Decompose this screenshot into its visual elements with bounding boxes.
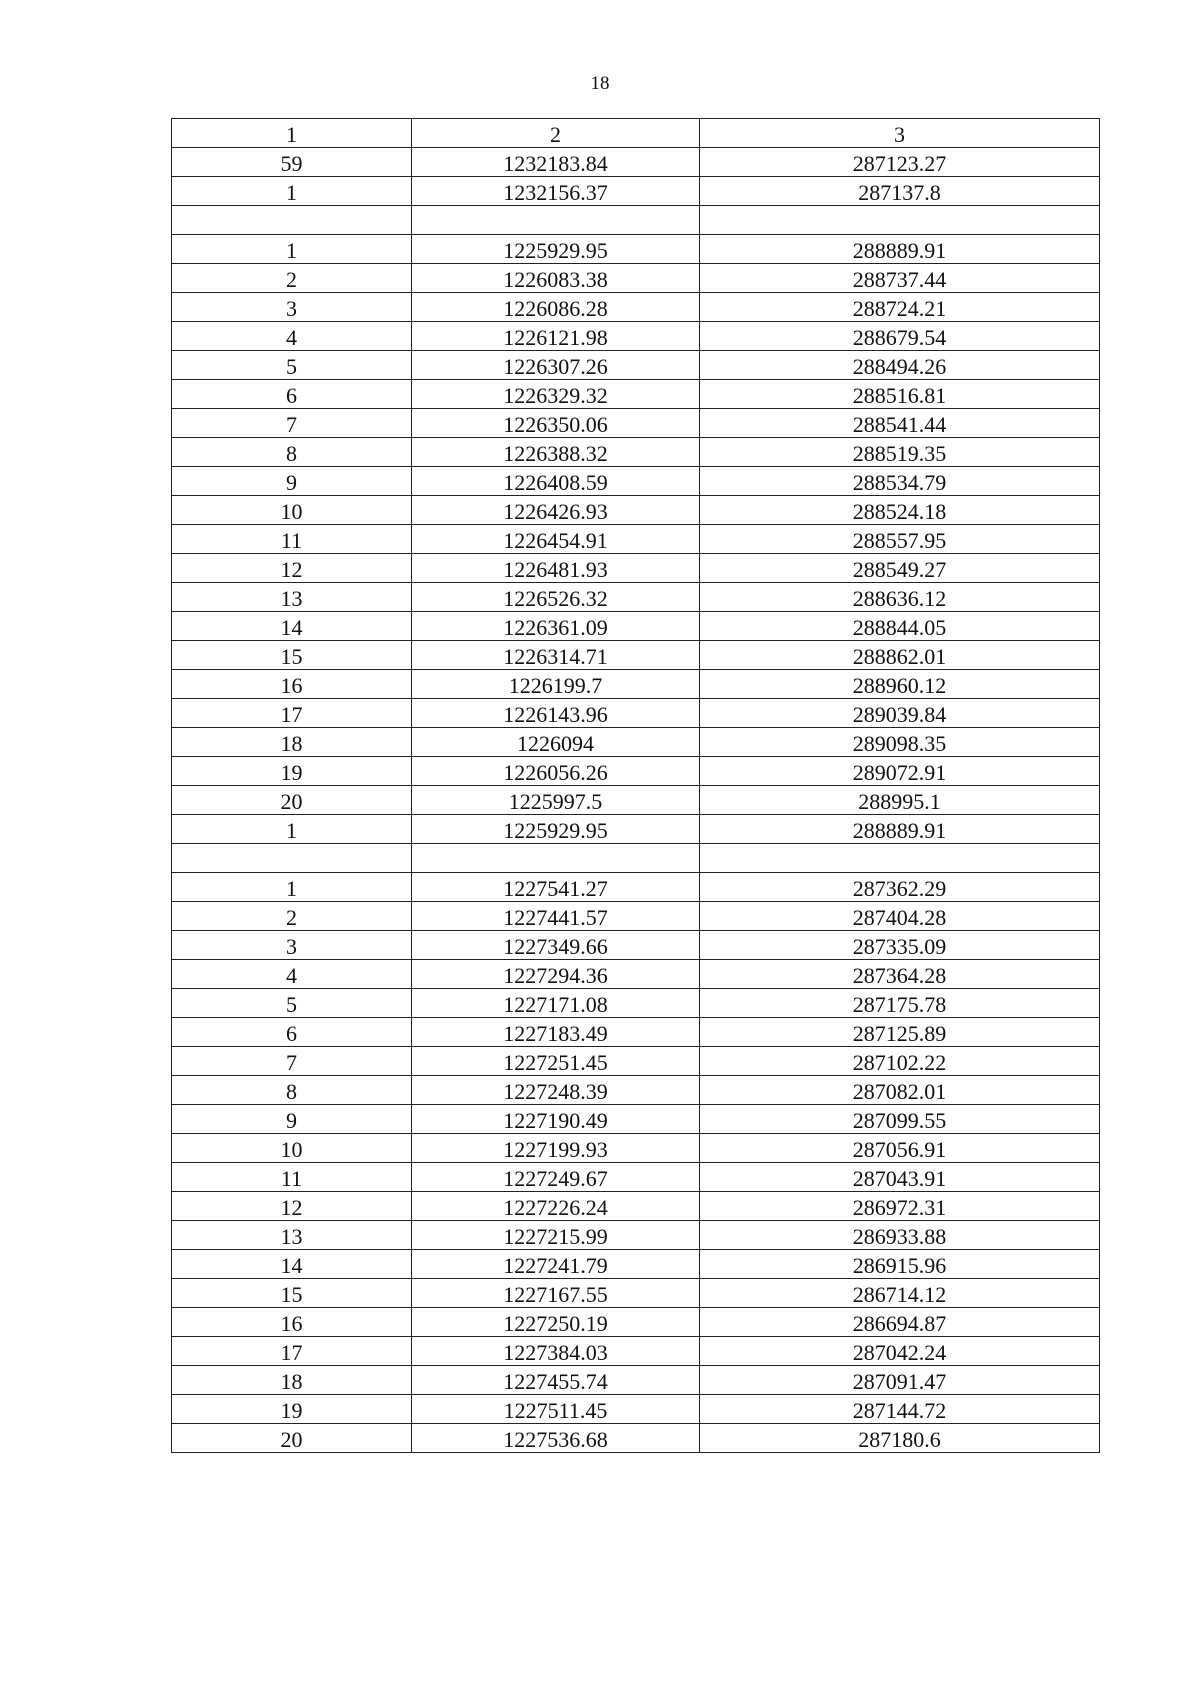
- cell-point-number: 3: [172, 931, 412, 960]
- cell-x-coordinate: 1227171.08: [412, 989, 700, 1018]
- cell-point-number: 18: [172, 728, 412, 757]
- cell-x-coordinate: 1226143.96: [412, 699, 700, 728]
- table-row: [172, 177, 1100, 206]
- cell-y-coordinate: 288519.35: [700, 438, 1100, 467]
- table-row: [172, 1424, 1100, 1453]
- cell-x-coordinate: 1227251.45: [412, 1047, 700, 1076]
- cell-x-coordinate: 1232183.84: [412, 148, 700, 177]
- table-row: [172, 1047, 1100, 1076]
- cell-x-coordinate: 1225929.95: [412, 235, 700, 264]
- cell-x-coordinate: 1226426.93: [412, 496, 700, 525]
- cell-x-coordinate: 1227441.57: [412, 902, 700, 931]
- cell-y-coordinate: 287123.27: [700, 148, 1100, 177]
- cell-x-coordinate: 1227226.24: [412, 1192, 700, 1221]
- table-row: [172, 148, 1100, 177]
- cell-x-coordinate: [412, 206, 700, 235]
- cell-y-coordinate: 287056.91: [700, 1134, 1100, 1163]
- cell-y-coordinate: 288534.79: [700, 467, 1100, 496]
- cell-y-coordinate: 287043.91: [700, 1163, 1100, 1192]
- cell-point-number: 8: [172, 1076, 412, 1105]
- cell-point-number: 20: [172, 786, 412, 815]
- table-row: [172, 728, 1100, 757]
- cell-y-coordinate: 288889.91: [700, 235, 1100, 264]
- cell-y-coordinate: 288549.27: [700, 554, 1100, 583]
- cell-x-coordinate: 1225929.95: [412, 815, 700, 844]
- cell-x-coordinate: 1227541.27: [412, 873, 700, 902]
- header-cell-point-number: 1: [172, 119, 412, 148]
- cell-point-number: 20: [172, 1424, 412, 1453]
- cell-point-number: 7: [172, 1047, 412, 1076]
- table-row: [172, 438, 1100, 467]
- cell-point-number: 1: [172, 235, 412, 264]
- cell-y-coordinate: 287144.72: [700, 1395, 1100, 1424]
- cell-point-number: 9: [172, 467, 412, 496]
- cell-x-coordinate: [412, 844, 700, 873]
- cell-x-coordinate: 1225997.5: [412, 786, 700, 815]
- cell-point-number: 13: [172, 1221, 412, 1250]
- cell-y-coordinate: 288679.54: [700, 322, 1100, 351]
- cell-y-coordinate: 288960.12: [700, 670, 1100, 699]
- table-row: [172, 1337, 1100, 1366]
- cell-x-coordinate: 1227241.79: [412, 1250, 700, 1279]
- cell-point-number: 15: [172, 641, 412, 670]
- cell-point-number: 4: [172, 322, 412, 351]
- table-row: [172, 525, 1100, 554]
- cell-x-coordinate: 1227199.93: [412, 1134, 700, 1163]
- cell-y-coordinate: 288889.91: [700, 815, 1100, 844]
- cell-y-coordinate: 286972.31: [700, 1192, 1100, 1221]
- cell-x-coordinate: 1227183.49: [412, 1018, 700, 1047]
- table-row: [172, 1163, 1100, 1192]
- cell-point-number: 12: [172, 1192, 412, 1221]
- cell-y-coordinate: 289072.91: [700, 757, 1100, 786]
- cell-x-coordinate: 1227167.55: [412, 1279, 700, 1308]
- cell-point-number: 8: [172, 438, 412, 467]
- cell-y-coordinate: 286694.87: [700, 1308, 1100, 1337]
- table-row: [172, 931, 1100, 960]
- cell-x-coordinate: 1226454.91: [412, 525, 700, 554]
- cell-point-number: 13: [172, 583, 412, 612]
- cell-point-number: 5: [172, 989, 412, 1018]
- header-cell-x: 2: [412, 119, 700, 148]
- cell-y-coordinate: [700, 206, 1100, 235]
- table-row: [172, 206, 1100, 235]
- cell-y-coordinate: 288557.95: [700, 525, 1100, 554]
- cell-x-coordinate: 1227294.36: [412, 960, 700, 989]
- cell-point-number: 59: [172, 148, 412, 177]
- table-row: [172, 1279, 1100, 1308]
- cell-point-number: 6: [172, 380, 412, 409]
- cell-x-coordinate: 1227349.66: [412, 931, 700, 960]
- cell-y-coordinate: 288844.05: [700, 612, 1100, 641]
- table-row: [172, 1221, 1100, 1250]
- table-row: [172, 1192, 1100, 1221]
- table-row: [172, 670, 1100, 699]
- cell-point-number: 14: [172, 612, 412, 641]
- table-row: [172, 786, 1100, 815]
- cell-x-coordinate: 1227511.45: [412, 1395, 700, 1424]
- cell-x-coordinate: 1226329.32: [412, 380, 700, 409]
- cell-x-coordinate: 1226086.28: [412, 293, 700, 322]
- cell-x-coordinate: 1227215.99: [412, 1221, 700, 1250]
- cell-point-number: 16: [172, 1308, 412, 1337]
- table-row: [172, 815, 1100, 844]
- cell-point-number: 19: [172, 757, 412, 786]
- cell-point-number: [172, 206, 412, 235]
- page-number: 18: [590, 73, 610, 94]
- cell-x-coordinate: 1226314.71: [412, 641, 700, 670]
- cell-y-coordinate: 287137.8: [700, 177, 1100, 206]
- cell-x-coordinate: 1226350.06: [412, 409, 700, 438]
- table-row: [172, 873, 1100, 902]
- cell-x-coordinate: 1227536.68: [412, 1424, 700, 1453]
- cell-point-number: 5: [172, 351, 412, 380]
- table-body: [172, 148, 1100, 1453]
- cell-point-number: 7: [172, 409, 412, 438]
- cell-y-coordinate: 287091.47: [700, 1366, 1100, 1395]
- table-row: [172, 1308, 1100, 1337]
- cell-point-number: 1: [172, 815, 412, 844]
- cell-point-number: 17: [172, 1337, 412, 1366]
- cell-x-coordinate: 1227190.49: [412, 1105, 700, 1134]
- cell-y-coordinate: 287082.01: [700, 1076, 1100, 1105]
- table-row: [172, 496, 1100, 525]
- cell-x-coordinate: 1227248.39: [412, 1076, 700, 1105]
- cell-x-coordinate: 1226361.09: [412, 612, 700, 641]
- cell-x-coordinate: 1226083.38: [412, 264, 700, 293]
- cell-point-number: 14: [172, 1250, 412, 1279]
- cell-y-coordinate: 288541.44: [700, 409, 1100, 438]
- cell-point-number: 19: [172, 1395, 412, 1424]
- cell-x-coordinate: 1226408.59: [412, 467, 700, 496]
- cell-y-coordinate: 286714.12: [700, 1279, 1100, 1308]
- table-row: [172, 1250, 1100, 1279]
- cell-y-coordinate: 287042.24: [700, 1337, 1100, 1366]
- table-header-row: [172, 119, 1100, 148]
- table-row: [172, 844, 1100, 873]
- cell-y-coordinate: 286933.88: [700, 1221, 1100, 1250]
- cell-x-coordinate: 1226056.26: [412, 757, 700, 786]
- table-row: [172, 989, 1100, 1018]
- cell-x-coordinate: 1226094: [412, 728, 700, 757]
- cell-point-number: 12: [172, 554, 412, 583]
- cell-x-coordinate: 1226388.32: [412, 438, 700, 467]
- table-row: [172, 757, 1100, 786]
- table-row: [172, 409, 1100, 438]
- cell-y-coordinate: 286915.96: [700, 1250, 1100, 1279]
- coordinates-table: [171, 118, 1100, 1453]
- cell-point-number: 10: [172, 496, 412, 525]
- cell-point-number: 18: [172, 1366, 412, 1395]
- cell-y-coordinate: 288737.44: [700, 264, 1100, 293]
- cell-x-coordinate: 1226481.93: [412, 554, 700, 583]
- table-row: [172, 960, 1100, 989]
- cell-y-coordinate: 289098.35: [700, 728, 1100, 757]
- cell-y-coordinate: 287335.09: [700, 931, 1100, 960]
- table-row: [172, 902, 1100, 931]
- cell-y-coordinate: 288724.21: [700, 293, 1100, 322]
- cell-y-coordinate: 287362.29: [700, 873, 1100, 902]
- cell-y-coordinate: 287180.6: [700, 1424, 1100, 1453]
- cell-y-coordinate: 288636.12: [700, 583, 1100, 612]
- table-row: [172, 1395, 1100, 1424]
- table-row: [172, 583, 1100, 612]
- table-row: [172, 612, 1100, 641]
- cell-point-number: 2: [172, 264, 412, 293]
- table-row: [172, 351, 1100, 380]
- cell-y-coordinate: 287175.78: [700, 989, 1100, 1018]
- table-row: [172, 1134, 1100, 1163]
- table-row: [172, 1366, 1100, 1395]
- table-row: [172, 264, 1100, 293]
- cell-point-number: 15: [172, 1279, 412, 1308]
- table-row: [172, 554, 1100, 583]
- cell-point-number: 10: [172, 1134, 412, 1163]
- cell-y-coordinate: 289039.84: [700, 699, 1100, 728]
- cell-point-number: 4: [172, 960, 412, 989]
- cell-point-number: [172, 844, 412, 873]
- cell-point-number: 6: [172, 1018, 412, 1047]
- cell-y-coordinate: 287099.55: [700, 1105, 1100, 1134]
- table-row: [172, 641, 1100, 670]
- cell-x-coordinate: 1227250.19: [412, 1308, 700, 1337]
- table-row: [172, 467, 1100, 496]
- cell-y-coordinate: 288524.18: [700, 496, 1100, 525]
- cell-y-coordinate: 287364.28: [700, 960, 1100, 989]
- table-row: [172, 293, 1100, 322]
- cell-point-number: 11: [172, 525, 412, 554]
- cell-y-coordinate: 288862.01: [700, 641, 1100, 670]
- table-row: [172, 1018, 1100, 1047]
- cell-y-coordinate: [700, 844, 1100, 873]
- cell-point-number: 3: [172, 293, 412, 322]
- cell-x-coordinate: 1232156.37: [412, 177, 700, 206]
- cell-x-coordinate: 1227455.74: [412, 1366, 700, 1395]
- cell-point-number: 9: [172, 1105, 412, 1134]
- header-cell-y: 3: [700, 119, 1100, 148]
- cell-point-number: 2: [172, 902, 412, 931]
- table-row: [172, 699, 1100, 728]
- table-row: [172, 322, 1100, 351]
- cell-point-number: 1: [172, 177, 412, 206]
- cell-x-coordinate: 1226307.26: [412, 351, 700, 380]
- cell-point-number: 11: [172, 1163, 412, 1192]
- cell-x-coordinate: 1226121.98: [412, 322, 700, 351]
- cell-point-number: 16: [172, 670, 412, 699]
- cell-x-coordinate: 1227384.03: [412, 1337, 700, 1366]
- cell-y-coordinate: 288995.1: [700, 786, 1100, 815]
- table-row: [172, 1076, 1100, 1105]
- cell-y-coordinate: 287125.89: [700, 1018, 1100, 1047]
- cell-y-coordinate: 288494.26: [700, 351, 1100, 380]
- cell-point-number: 17: [172, 699, 412, 728]
- cell-y-coordinate: 288516.81: [700, 380, 1100, 409]
- cell-point-number: 1: [172, 873, 412, 902]
- table-row: [172, 235, 1100, 264]
- cell-x-coordinate: 1226526.32: [412, 583, 700, 612]
- table-row: [172, 380, 1100, 409]
- cell-x-coordinate: 1226199.7: [412, 670, 700, 699]
- cell-x-coordinate: 1227249.67: [412, 1163, 700, 1192]
- cell-y-coordinate: 287404.28: [700, 902, 1100, 931]
- table-row: [172, 1105, 1100, 1134]
- cell-y-coordinate: 287102.22: [700, 1047, 1100, 1076]
